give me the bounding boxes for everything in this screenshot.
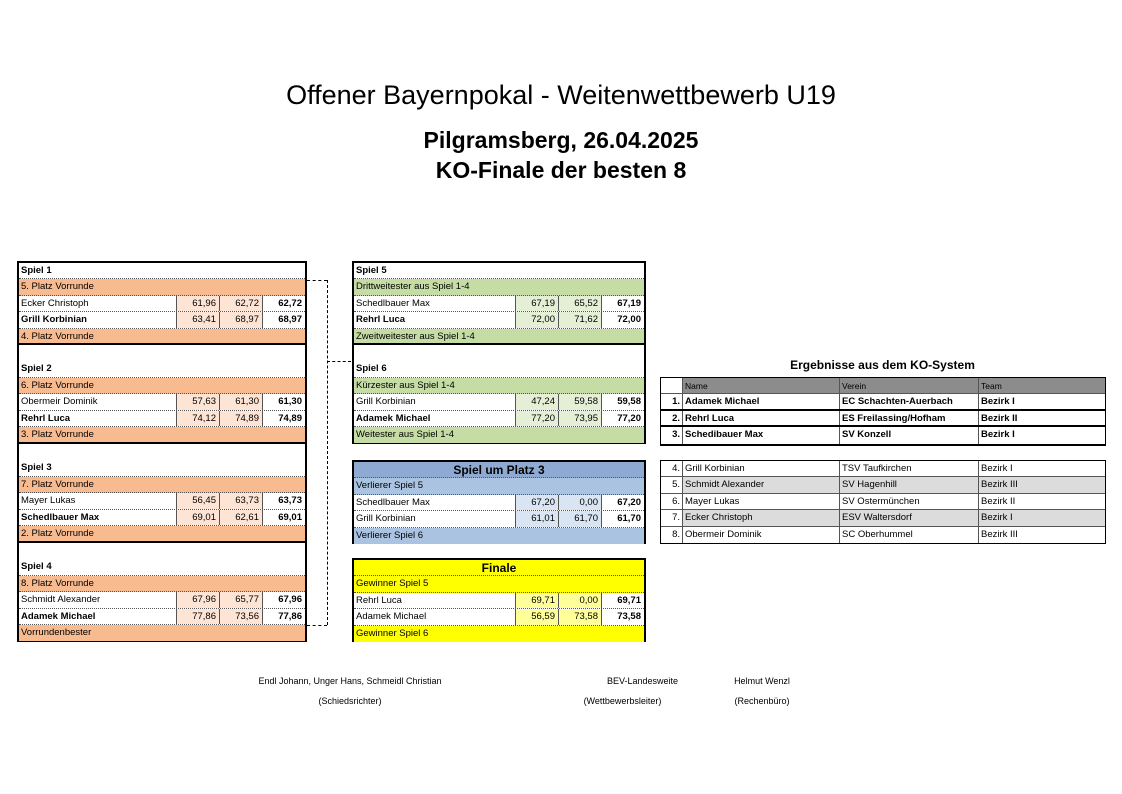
game-spiel-5 bbox=[352, 261, 646, 345]
game-spiel-4 bbox=[17, 541, 307, 642]
attempt-1: 56,59 bbox=[516, 609, 559, 624]
office-role: (Rechenbüro) bbox=[734, 696, 790, 706]
rank-header bbox=[661, 378, 683, 393]
attempt-2: 65,77 bbox=[220, 592, 263, 607]
results-row bbox=[661, 427, 1105, 443]
game-label-bottom: 3. Platz Vorrunde bbox=[19, 427, 305, 443]
team-name: Bezirk I bbox=[981, 512, 1013, 524]
game-label-bottom: Gewinner Spiel 6 bbox=[354, 626, 644, 642]
attempt-1: 56,45 bbox=[177, 493, 220, 508]
athlete-name: Rehrl Luca bbox=[683, 411, 840, 425]
judges-names: Endl Johann, Unger Hans, Schmeidl Christian bbox=[258, 676, 442, 686]
team-name: Bezirk III bbox=[981, 528, 1018, 540]
name-header: Name bbox=[683, 378, 840, 393]
attempt-1: 72,00 bbox=[516, 312, 559, 327]
player-row bbox=[19, 510, 305, 526]
bracket-line bbox=[327, 280, 328, 625]
game-spiel-3 bbox=[17, 442, 307, 543]
attempt-2: 73,56 bbox=[220, 609, 263, 624]
leader-role: (Wettbewerbsleiter) bbox=[583, 696, 662, 706]
player-row bbox=[19, 312, 305, 328]
rank: 1. bbox=[661, 394, 683, 408]
player-row bbox=[19, 493, 305, 509]
results-row bbox=[661, 527, 1105, 543]
team-name: Bezirk I bbox=[981, 463, 1013, 474]
attempt-1: 77,20 bbox=[516, 411, 559, 426]
attempt-2: 61,30 bbox=[220, 394, 263, 409]
player-row bbox=[354, 593, 644, 609]
team-name: Bezirk III bbox=[981, 479, 1018, 491]
rank: 4. bbox=[661, 461, 683, 476]
club-name: SV Hagenhill bbox=[840, 477, 979, 492]
game-label-top: 5. Platz Vorrunde bbox=[19, 279, 305, 295]
attempt-2: 62,72 bbox=[220, 296, 263, 311]
game-label-top: Verlierer Spiel 5 bbox=[354, 478, 644, 494]
team-header: Team bbox=[981, 381, 1002, 391]
team-name: Bezirk II bbox=[981, 412, 1018, 424]
game-title: Spiel 1 bbox=[19, 263, 305, 279]
best-result: 68,97 bbox=[278, 314, 302, 326]
athlete-name: Mayer Lukas bbox=[683, 494, 840, 509]
player-row bbox=[19, 394, 305, 410]
attempt-1: 67,96 bbox=[177, 592, 220, 607]
best-result: 77,20 bbox=[617, 412, 641, 424]
attempt-1: 74,12 bbox=[177, 411, 220, 426]
attempt-2: 74,89 bbox=[220, 411, 263, 426]
player-row bbox=[354, 394, 644, 410]
rank: 5. bbox=[661, 477, 683, 492]
best-result: 61,30 bbox=[278, 396, 302, 408]
attempt-2: 73,95 bbox=[559, 411, 602, 426]
player-row bbox=[19, 411, 305, 427]
attempt-2: 0,00 bbox=[559, 593, 602, 608]
player-row bbox=[19, 296, 305, 312]
bracket-line bbox=[327, 361, 351, 362]
attempt-2: 63,73 bbox=[220, 493, 263, 508]
results-title: Ergebnisse aus dem KO-System bbox=[790, 358, 975, 372]
player-row bbox=[354, 411, 644, 427]
player-name: Rehrl Luca bbox=[19, 411, 177, 426]
team-name: Bezirk I bbox=[981, 429, 1015, 441]
game-label-top: 7. Platz Vorrunde bbox=[19, 477, 305, 493]
athlete-name: Obermeir Dominik bbox=[683, 527, 840, 543]
club-name: SC Oberhummel bbox=[840, 527, 979, 543]
rank: 8. bbox=[661, 527, 683, 543]
attempt-2: 62,61 bbox=[220, 510, 263, 525]
office-name: Helmut Wenzl bbox=[734, 676, 790, 686]
attempt-1: 47,24 bbox=[516, 394, 559, 409]
best-result: 62,72 bbox=[278, 297, 302, 309]
player-name: Schedlbauer Max bbox=[354, 495, 516, 510]
team-name: Bezirk I bbox=[981, 396, 1015, 408]
game-spiel-1 bbox=[17, 261, 307, 345]
attempt-1: 61,96 bbox=[177, 296, 220, 311]
player-row bbox=[354, 296, 644, 312]
judges-role: (Schiedsrichter) bbox=[318, 696, 382, 706]
game-title: Spiel 5 bbox=[354, 263, 644, 279]
results-header-row bbox=[661, 378, 1105, 394]
club-header: Verein bbox=[840, 378, 979, 393]
best-result: 69,01 bbox=[278, 511, 302, 523]
player-name: Mayer Lukas bbox=[19, 493, 177, 508]
attempt-1: 61,01 bbox=[516, 511, 559, 526]
player-name: Adamek Michael bbox=[354, 609, 516, 624]
player-name: Rehrl Luca bbox=[354, 593, 516, 608]
team-name: Bezirk II bbox=[981, 495, 1016, 507]
player-row bbox=[354, 312, 644, 328]
bracket-line bbox=[307, 280, 327, 281]
game-label-top: Gewinner Spiel 5 bbox=[354, 576, 644, 592]
game-label-top: 8. Platz Vorrunde bbox=[19, 576, 305, 592]
player-row bbox=[19, 609, 305, 625]
rank: 6. bbox=[661, 494, 683, 509]
best-result: 67,20 bbox=[617, 496, 641, 508]
spacer bbox=[19, 444, 305, 460]
athlete-name: Adamek Michael bbox=[683, 394, 840, 408]
game-title: Spiel 4 bbox=[19, 559, 305, 575]
best-result: 74,89 bbox=[278, 412, 302, 424]
results-top-table bbox=[660, 377, 1106, 446]
game-label-top: 6. Platz Vorrunde bbox=[19, 378, 305, 394]
attempt-1: 69,71 bbox=[516, 593, 559, 608]
club-name: ESV Waltersdorf bbox=[840, 510, 979, 525]
club-name: SV Konzell bbox=[840, 427, 979, 443]
player-name: Adamek Michael bbox=[354, 411, 516, 426]
rank: 2. bbox=[661, 411, 683, 425]
best-result: 67,19 bbox=[617, 297, 641, 309]
player-name: Obermeir Dominik bbox=[19, 394, 177, 409]
club-name: TSV Taufkirchen bbox=[840, 461, 979, 476]
player-name: Schedlbauer Max bbox=[354, 296, 516, 311]
best-result: 69,71 bbox=[617, 594, 641, 606]
game-title: Spiel 3 bbox=[19, 460, 305, 476]
results-rest-table bbox=[660, 460, 1106, 544]
game-label-top: Drittweitester aus Spiel 1-4 bbox=[354, 279, 644, 295]
spacer bbox=[19, 345, 305, 361]
results-row bbox=[661, 477, 1105, 493]
attempt-2: 61,70 bbox=[559, 511, 602, 526]
player-name: Ecker Christoph bbox=[19, 296, 177, 311]
player-row bbox=[354, 609, 644, 625]
bracket-line bbox=[307, 625, 327, 626]
attempt-1: 67,20 bbox=[516, 495, 559, 510]
game-third-place bbox=[352, 460, 646, 544]
player-name: Schedlbauer Max bbox=[19, 510, 177, 525]
attempt-1: 63,41 bbox=[177, 312, 220, 327]
player-row bbox=[19, 592, 305, 608]
player-name: Grill Korbinian bbox=[19, 312, 177, 327]
athlete-name: Schmidt Alexander bbox=[683, 477, 840, 492]
game-spiel-6 bbox=[352, 343, 646, 444]
club-name: SV Ostermünchen bbox=[840, 494, 979, 509]
athlete-name: Grill Korbinian bbox=[683, 461, 840, 476]
best-result: 77,86 bbox=[278, 610, 302, 622]
attempt-2: 65,52 bbox=[559, 296, 602, 311]
results-row bbox=[661, 411, 1105, 427]
player-name: Adamek Michael bbox=[19, 609, 177, 624]
attempt-1: 77,86 bbox=[177, 609, 220, 624]
game-spiel-2 bbox=[17, 343, 307, 444]
athlete-name: Schedibauer Max bbox=[683, 427, 840, 443]
best-result: 72,00 bbox=[617, 314, 641, 326]
attempt-2: 73,58 bbox=[559, 609, 602, 624]
game-label-bottom: Weitester aus Spiel 1-4 bbox=[354, 427, 644, 443]
rank: 3. bbox=[661, 427, 683, 443]
page-title: Offener Bayernpokal - Weitenwettbewerb U19 bbox=[286, 80, 836, 110]
spacer bbox=[354, 345, 644, 361]
best-result: 61,70 bbox=[617, 513, 641, 525]
best-result: 67,96 bbox=[278, 594, 302, 606]
game-label-bottom: 4. Platz Vorrunde bbox=[19, 329, 305, 345]
game-title: Spiel 6 bbox=[354, 361, 644, 377]
game-label-bottom: Verlierer Spiel 6 bbox=[354, 528, 644, 544]
spacer bbox=[19, 543, 305, 559]
player-name: Grill Korbinian bbox=[354, 394, 516, 409]
attempt-2: 68,97 bbox=[220, 312, 263, 327]
rank: 7. bbox=[661, 510, 683, 525]
attempt-1: 57,63 bbox=[177, 394, 220, 409]
attempt-2: 71,62 bbox=[559, 312, 602, 327]
best-result: 59,58 bbox=[617, 396, 641, 408]
attempt-1: 67,19 bbox=[516, 296, 559, 311]
club-name: ES Freilassing/Hofham bbox=[840, 411, 979, 425]
player-name: Rehrl Luca bbox=[354, 312, 516, 327]
game-title: Spiel 2 bbox=[19, 361, 305, 377]
attempt-2: 59,58 bbox=[559, 394, 602, 409]
results-row bbox=[661, 461, 1105, 477]
attempt-2: 0,00 bbox=[559, 495, 602, 510]
best-result: 63,73 bbox=[278, 495, 302, 507]
game-label-top: Kürzester aus Spiel 1-4 bbox=[354, 378, 644, 394]
event-location-date: Pilgramsberg, 26.04.2025 bbox=[423, 127, 699, 153]
event-subtitle: KO-Finale der besten 8 bbox=[435, 157, 687, 183]
attempt-1: 69,01 bbox=[177, 510, 220, 525]
game-label-bottom: Vorrundenbester bbox=[19, 625, 305, 641]
results-row bbox=[661, 494, 1105, 510]
results-row bbox=[661, 394, 1105, 410]
game-title: Finale bbox=[354, 560, 644, 576]
athlete-name: Ecker Christoph bbox=[683, 510, 840, 525]
results-row bbox=[661, 510, 1105, 526]
game-final bbox=[352, 558, 646, 642]
club-name: EC Schachten-Auerbach bbox=[840, 394, 979, 408]
game-label-bottom: Zweitweitester aus Spiel 1-4 bbox=[354, 329, 644, 345]
player-row bbox=[354, 511, 644, 527]
player-row bbox=[354, 495, 644, 511]
player-name: Grill Korbinian bbox=[354, 511, 516, 526]
game-label-bottom: 2. Platz Vorrunde bbox=[19, 526, 305, 542]
player-name: Schmidt Alexander bbox=[19, 592, 177, 607]
game-title: Spiel um Platz 3 bbox=[354, 462, 644, 478]
best-result: 73,58 bbox=[617, 611, 641, 623]
leader-name: BEV-Landesweite bbox=[606, 676, 679, 686]
